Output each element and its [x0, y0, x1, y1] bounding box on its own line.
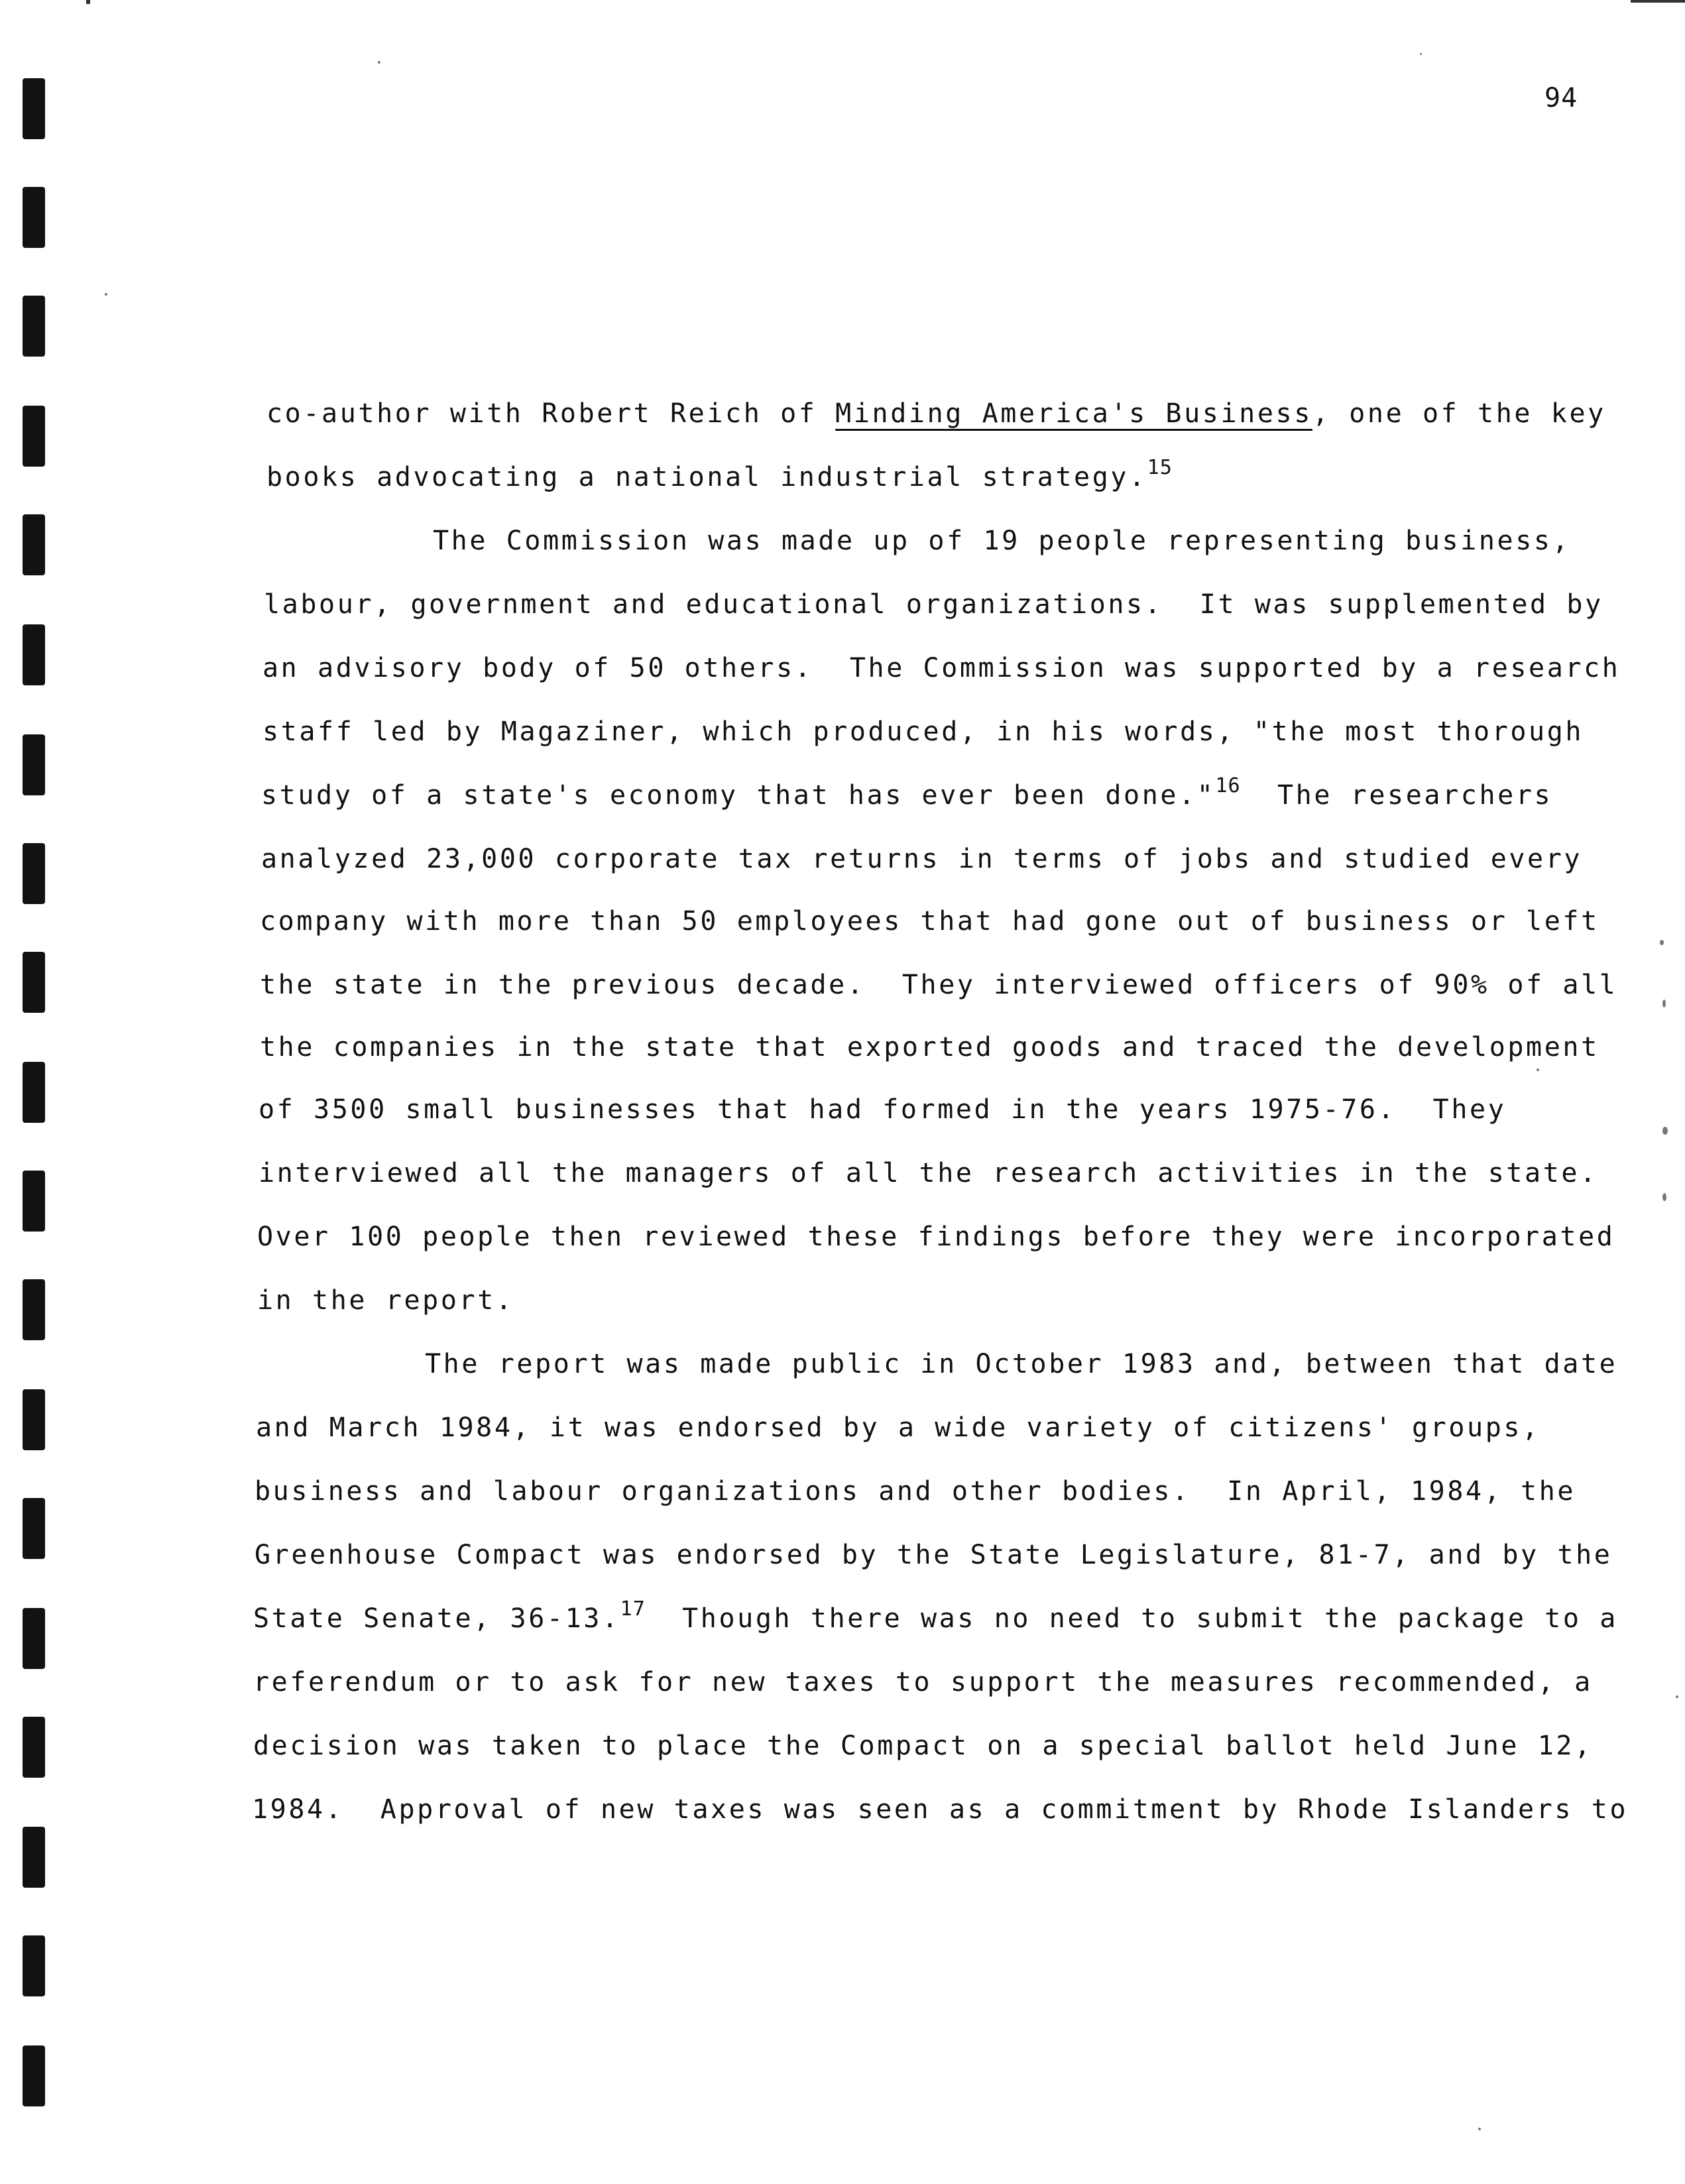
text-line: analyzed 23,000 corporate tax returns in terms of jobs and studied every — [261, 844, 1583, 874]
text-line: the state in the previous decade. They interviewed officers of 90% of all — [260, 970, 1618, 1000]
paragraph-start-line: The report was made public in October 1983 and, between that date — [425, 1349, 1618, 1379]
text-line: interviewed all the managers of all the research activities in the state. — [259, 1158, 1598, 1188]
binding-hole — [23, 1171, 45, 1232]
text-line: of 3500 small businesses that had formed in the years 1975-76. They — [259, 1094, 1507, 1125]
paragraph-start-line: The Commission was made up of 19 people representing business, — [433, 526, 1571, 556]
binding-hole — [23, 2045, 45, 2106]
binding-hole — [23, 406, 45, 467]
binding-hole — [23, 1498, 45, 1559]
binding-hole — [23, 1062, 45, 1123]
scan-speck — [1676, 1695, 1678, 1698]
text-line: business and labour organizations and other bodies. In April, 1984, the — [255, 1476, 1576, 1507]
text-line: study of a state's economy that has ever been done."$^{16}$ The researchers — [261, 774, 1553, 811]
text-line: staff led by Magaziner, which produced, in his words, "the most thorough — [262, 717, 1584, 747]
text-line: decision was taken to place the Compact on a special ballot held June 12, — [253, 1731, 1593, 1761]
scan-speck — [1420, 53, 1422, 55]
text-line: and March 1984, it was endorsed by a wide variety of citizens' groups, — [256, 1412, 1540, 1443]
page-number: 94 — [1544, 83, 1578, 113]
footnote-marker: 15 — [1147, 456, 1173, 479]
scan-speck — [378, 61, 380, 64]
binding-hole — [23, 1608, 45, 1669]
text-line: books advocating a national industrial strategy.$^{15}$ — [266, 456, 1173, 492]
text-line: company with more than 50 employees that had gone out of business or left — [260, 906, 1599, 937]
footnote-marker: 16 — [1215, 774, 1241, 797]
footnote-marker: 17 — [620, 1597, 646, 1621]
scan-speck — [1478, 2128, 1481, 2130]
binding-hole — [23, 296, 45, 357]
binding-hole — [23, 1717, 45, 1778]
binding-hole — [23, 1389, 45, 1450]
text-line: 1984. Approval of new taxes was seen as a commitment by Rhode Islanders to — [252, 1794, 1629, 1825]
binding-hole — [23, 624, 45, 685]
binding-hole — [23, 1279, 45, 1340]
binding-hole — [23, 187, 45, 248]
scan-edge-mark — [1631, 0, 1685, 3]
binding-hole — [23, 78, 45, 139]
scan-speck — [105, 293, 107, 296]
text-line: the companies in the state that exported goods and traced the development — [260, 1032, 1599, 1063]
text-line: an advisory body of 50 others. The Commission was supported by a research — [262, 653, 1621, 683]
text-line: co-author with Robert Reich of Minding America's Business, one of the key — [266, 398, 1606, 429]
text-line: labour, government and educational organizations. It was supplemented by — [264, 589, 1603, 620]
text-line: Greenhouse Compact was endorsed by the State Legislature, 81-7, and by the — [255, 1540, 1613, 1570]
text-line: referendum or to ask for new taxes to support the measures recommended, a — [253, 1667, 1593, 1697]
scan-speck — [1662, 1000, 1666, 1007]
scan-speck — [1662, 1193, 1666, 1201]
text-line: in the report. — [257, 1285, 514, 1316]
binding-hole — [23, 734, 45, 795]
scan-speck — [1662, 1127, 1668, 1135]
scan-speck — [1660, 940, 1664, 945]
text-line: Over 100 people then reviewed these findings before they were incorporated — [257, 1222, 1615, 1252]
binding-hole — [23, 514, 45, 575]
scan-edge-mark — [86, 0, 90, 4]
binding-holes — [23, 0, 49, 2184]
binding-hole — [23, 952, 45, 1013]
binding-hole — [23, 1827, 45, 1888]
text-line: State Senate, 36-13.17 Though there was no need to submit the package to a — [253, 1597, 1618, 1634]
binding-hole — [23, 843, 45, 904]
binding-hole — [23, 1935, 45, 1996]
book-title: Minding America's Business — [835, 398, 1312, 429]
